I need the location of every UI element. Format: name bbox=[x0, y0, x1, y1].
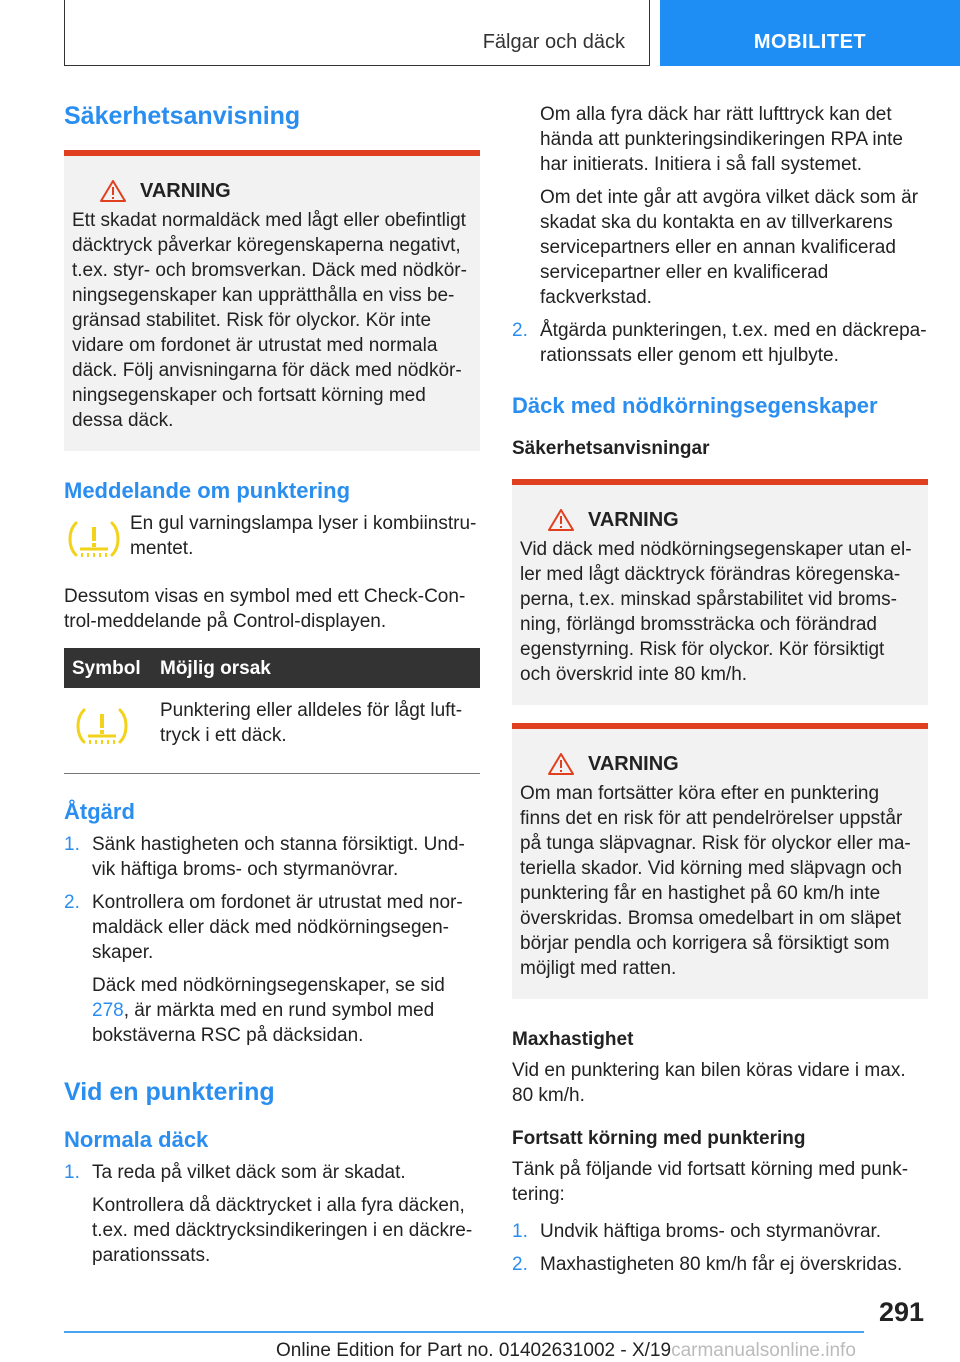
flat-heading: Vid en punktering bbox=[64, 1078, 275, 1106]
list-item: 1. Undvik häftiga broms- och styrmanövrar. bbox=[512, 1221, 882, 1242]
rsc-heading: Däck med nödkörningsegenskaper bbox=[512, 393, 878, 418]
continue-heading: Fortsatt körning med punktering bbox=[512, 1128, 806, 1149]
rsc-subheading: Säkerhetsanvisningar bbox=[512, 438, 710, 459]
symbol-table bbox=[64, 648, 480, 774]
footer-divider bbox=[64, 1331, 864, 1333]
page-number: 291 bbox=[878, 1297, 924, 1327]
max-speed-text: Vid en punktering kan bilen köras vidare i max. 80 km/h. bbox=[512, 1060, 906, 1106]
warning-box-2 bbox=[512, 479, 928, 705]
normal-tires-heading: Normala däck bbox=[64, 1127, 209, 1152]
list-item: 2. Åtgärda punkteringen, t.ex. med en däckreparationssats eller genom ett hjulbyte. bbox=[512, 320, 927, 366]
warning-text: Ett skadat normaldäck med lågt eller obefintligt däcktryck påverkar köregenskaperna negativt, t.ex. styr- och bromsverkan. Däck med nödkörningsegenskaper kan upprätthålla en viss begränsad stabilitet. Risk för olyckor. Kör inte vidare om fordonet är utrustat med normala däck. Följ anvisningarna för däck med nödkörningsegenskaper och fortsatt körning med dessa däck. bbox=[72, 210, 467, 431]
header-section-box bbox=[64, 0, 650, 66]
warning-title: VARNING bbox=[588, 509, 679, 531]
warning-triangle-icon bbox=[548, 753, 574, 775]
warning-title: VARNING bbox=[588, 753, 679, 775]
warning-box-1 bbox=[64, 150, 480, 451]
service-text: Om det inte går att avgöra vilket däck som är skadat ska du kontakta en av tillverkarens servicepartners eller en annan kvalificerad servicepartner eller en kvalificerad fackverkstad. bbox=[540, 187, 919, 308]
warning-title: VARNING bbox=[140, 180, 231, 202]
left-column bbox=[64, 100, 480, 1268]
footer-edition: Online Edition for Part no. 01402631002 - X/19carmanualsonline.info bbox=[276, 1340, 856, 1361]
continue-text: Tänk på följande vid fortsatt körning med punktering: bbox=[512, 1159, 909, 1205]
continue-list bbox=[512, 1219, 928, 1277]
normal-item1-sub: Kontrollera då däcktrycket i alla fyra däcken, t.ex. med däcktrycksindikeringen i en däckreparationssats. bbox=[92, 1195, 473, 1266]
action-note: Däck med nödkörningsegenskaper, se sid 278, är märkta med en rund symbol med bokstäverna RSC på däcksidan. bbox=[92, 975, 445, 1046]
warning-text: Vid däck med nödkörningsegenskaper utan eller med lågt däcktryck förändras köregenskaperna, t.ex. minskad spårstabilitet vid bromsning, förlängd bromssträcka och förändrad egenstyrning. Risk för olyckor. Kör försiktigt och överskrid inte 80 km/h. bbox=[520, 539, 912, 685]
list-item: 1. Sänk hastigheten och stanna försiktigt. Undvik häftiga broms- och styrmanövrar. bbox=[64, 834, 465, 880]
warning-box-3 bbox=[512, 723, 928, 999]
list-item: 2. Maxhastigheten 80 km/h får ej överskridas. bbox=[512, 1254, 903, 1275]
list-item: 1. Ta reda på vilket däck som är skadat. bbox=[64, 1162, 406, 1183]
warning-triangle-icon bbox=[548, 509, 574, 531]
warning-text: Om man fortsätter köra efter en punktering finns det en risk för att pendelrörelser uppstår på tunga släpvagnar. Risk för olyckor eller materiella skador. Vid körning med släpvagn och punktering får en hastighet på 60 km/h inte överskridas. Bromsa omedelbart in om släpet börjar pendla och korrigera så försiktigt som möjligt med ratten. bbox=[520, 783, 911, 979]
puncture-lamp-row bbox=[64, 511, 480, 570]
rpa-text: Om alla fyra däck har rätt lufttryck kan det hända att punkteringsindikeringen RPA inte har initierats. Initiera i så fall systemet. bbox=[540, 104, 904, 175]
safety-heading: Säkerhetsanvisning bbox=[64, 102, 301, 130]
header-tab-label: MOBILITET bbox=[753, 31, 867, 53]
footer-watermark: carmanualsonline.info bbox=[671, 1340, 856, 1361]
puncture-heading: Meddelande om punktering bbox=[64, 478, 351, 503]
table-cell-cause: Punktering eller alldeles för lågt lufttryck i ett däck. bbox=[152, 688, 480, 774]
table-row bbox=[64, 688, 480, 774]
max-speed-heading: Maxhastighet bbox=[512, 1029, 634, 1050]
list-item: 2. Kontrollera om fordonet är utrustat med normaldäck eller däck med nödkörningsegenskaper. bbox=[64, 892, 463, 963]
warning-triangle-icon bbox=[100, 180, 126, 202]
puncture-lamp-text: En gul varningslampa lyser i kombiinstrumentet. bbox=[130, 513, 477, 559]
page-link-278[interactable]: 278 bbox=[92, 1000, 124, 1021]
puncture-cc-text: Dessutom visas en symbol med ett Check-Control-meddelande på Control-displayen. bbox=[64, 586, 466, 632]
table-header-symbol: Symbol bbox=[64, 648, 152, 688]
right-column bbox=[512, 102, 928, 1277]
action-list bbox=[64, 832, 480, 1048]
tire-pressure-warning-icon bbox=[72, 704, 132, 750]
header-section-title: Fälgar och däck bbox=[482, 31, 625, 53]
tire-pressure-warning-icon bbox=[64, 517, 124, 563]
header-tab[interactable] bbox=[660, 0, 960, 66]
table-header-cause: Möjlig orsak bbox=[152, 648, 480, 688]
action-heading: Åtgärd bbox=[64, 799, 135, 824]
